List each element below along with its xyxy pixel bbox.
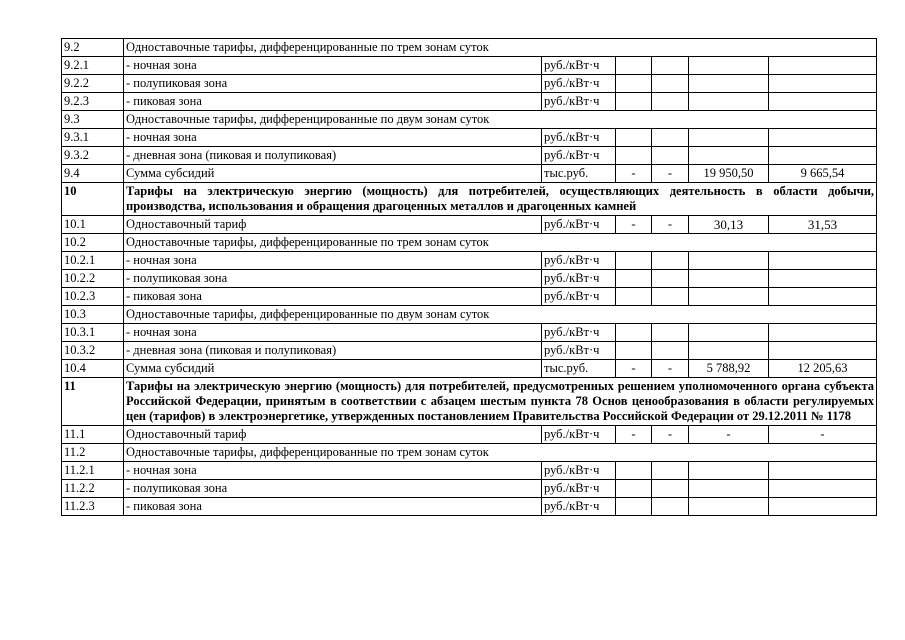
row-code: 10.3.2 [62, 342, 124, 360]
value-cell: - [652, 165, 689, 183]
value-cell [769, 93, 877, 111]
row-name: - ночная зона [124, 57, 542, 75]
value-cell [616, 252, 652, 270]
value-cell [689, 252, 769, 270]
row-code: 9.2.2 [62, 75, 124, 93]
row-name: Сумма субсидий [124, 360, 542, 378]
value-cell [652, 288, 689, 306]
table-row [62, 165, 877, 183]
table-row [62, 288, 877, 306]
value-cell [769, 288, 877, 306]
row-name: - ночная зона [124, 462, 542, 480]
row-unit: тыс.руб. [542, 360, 616, 378]
value-cell [652, 324, 689, 342]
section-title: Одноставочные тарифы, дифференцированные по трем зонам суток [124, 39, 877, 57]
value-cell [616, 57, 652, 75]
table-row [62, 306, 877, 324]
value-cell: 5 788,92 [689, 360, 769, 378]
table-row [62, 57, 877, 75]
table-row [62, 342, 877, 360]
value-cell [652, 93, 689, 111]
value-cell [689, 498, 769, 516]
value-cell: - [616, 360, 652, 378]
value-cell [616, 462, 652, 480]
table-row [62, 378, 877, 426]
row-name: - полупиковая зона [124, 270, 542, 288]
row-code: 10.2.1 [62, 252, 124, 270]
value-cell [616, 342, 652, 360]
row-unit: руб./кВт·ч [542, 480, 616, 498]
row-code: 11.2.1 [62, 462, 124, 480]
value-cell [616, 129, 652, 147]
row-code: 10.1 [62, 216, 124, 234]
table-row [62, 39, 877, 57]
value-cell: 19 950,50 [689, 165, 769, 183]
row-code: 10.2.2 [62, 270, 124, 288]
table-row [62, 216, 877, 234]
row-unit: руб./кВт·ч [542, 57, 616, 75]
row-name: - полупиковая зона [124, 480, 542, 498]
row-unit: руб./кВт·ч [542, 270, 616, 288]
value-cell [689, 57, 769, 75]
value-cell [689, 342, 769, 360]
row-code: 9.2.1 [62, 57, 124, 75]
tariff-table-body [62, 39, 877, 516]
row-code: 10.4 [62, 360, 124, 378]
row-unit: руб./кВт·ч [542, 129, 616, 147]
table-row [62, 324, 877, 342]
row-code: 9.2 [62, 39, 124, 57]
row-code: 9.3 [62, 111, 124, 129]
row-name: - полупиковая зона [124, 75, 542, 93]
table-row [62, 426, 877, 444]
value-cell [689, 75, 769, 93]
value-cell [769, 480, 877, 498]
value-cell: - [652, 426, 689, 444]
value-cell [689, 93, 769, 111]
row-name: Сумма субсидий [124, 165, 542, 183]
value-cell [616, 480, 652, 498]
table-row [62, 129, 877, 147]
row-unit: руб./кВт·ч [542, 93, 616, 111]
row-code: 9.3.1 [62, 129, 124, 147]
value-cell [689, 324, 769, 342]
value-cell: - [689, 426, 769, 444]
row-name: - дневная зона (пиковая и полупиковая) [124, 147, 542, 165]
row-unit: руб./кВт·ч [542, 462, 616, 480]
value-cell [769, 57, 877, 75]
value-cell [652, 342, 689, 360]
table-row [62, 75, 877, 93]
value-cell [769, 147, 877, 165]
row-name: - пиковая зона [124, 288, 542, 306]
value-cell [652, 75, 689, 93]
section-title: Одноставочные тарифы, дифференцированные по двум зонам суток [124, 306, 877, 324]
row-unit: руб./кВт·ч [542, 75, 616, 93]
row-unit: руб./кВт·ч [542, 252, 616, 270]
table-row [62, 480, 877, 498]
table-row [62, 147, 877, 165]
table-row [62, 93, 877, 111]
value-cell [616, 75, 652, 93]
row-name: - ночная зона [124, 252, 542, 270]
row-code: 9.2.3 [62, 93, 124, 111]
value-cell: 9 665,54 [769, 165, 877, 183]
value-cell [769, 270, 877, 288]
table-row [62, 252, 877, 270]
value-cell [652, 270, 689, 288]
value-cell [769, 498, 877, 516]
value-cell [689, 147, 769, 165]
tariff-table [61, 38, 877, 516]
table-row [62, 270, 877, 288]
row-code: 9.4 [62, 165, 124, 183]
row-unit: руб./кВт·ч [542, 324, 616, 342]
row-name: - ночная зона [124, 324, 542, 342]
row-unit: тыс.руб. [542, 165, 616, 183]
value-cell: 30,13 [689, 216, 769, 234]
row-name: Одноставочный тариф [124, 216, 542, 234]
row-code: 10.2.3 [62, 288, 124, 306]
value-cell: - [652, 216, 689, 234]
value-cell [652, 57, 689, 75]
value-cell [769, 75, 877, 93]
value-cell [616, 93, 652, 111]
value-cell [616, 270, 652, 288]
row-code: 11.1 [62, 426, 124, 444]
section-heading: Тарифы на электрическую энергию (мощность) для потребителей, предусмотренных решением уполномоченного органа субъекта Российской Федерации, принятым в соответствии с абзацем шестым пункта 78 Основ ценообразования в области регулируемых цен (тарифов) в электроэнергетике, утвержденных постановлением Правительства Российской Федерации от 29.12.2011 № 1178 [124, 378, 877, 426]
row-code: 11.2 [62, 444, 124, 462]
row-name: Одноставочный тариф [124, 426, 542, 444]
row-code: 9.3.2 [62, 147, 124, 165]
row-name: - пиковая зона [124, 93, 542, 111]
row-code: 10.3.1 [62, 324, 124, 342]
table-row [62, 183, 877, 216]
value-cell [769, 324, 877, 342]
row-unit: руб./кВт·ч [542, 498, 616, 516]
table-row [62, 111, 877, 129]
row-code: 10 [62, 183, 124, 216]
value-cell: - [616, 426, 652, 444]
value-cell: - [769, 426, 877, 444]
value-cell: 31,53 [769, 216, 877, 234]
row-unit: руб./кВт·ч [542, 342, 616, 360]
value-cell [769, 462, 877, 480]
value-cell [652, 462, 689, 480]
section-title: Одноставочные тарифы, дифференцированные по двум зонам суток [124, 111, 877, 129]
value-cell [689, 480, 769, 498]
table-row [62, 360, 877, 378]
value-cell: - [616, 216, 652, 234]
section-title: Одноставочные тарифы, дифференцированные по трем зонам суток [124, 444, 877, 462]
value-cell [769, 252, 877, 270]
value-cell [769, 342, 877, 360]
row-name: - ночная зона [124, 129, 542, 147]
value-cell [652, 147, 689, 165]
value-cell [616, 288, 652, 306]
value-cell [616, 324, 652, 342]
row-name: - дневная зона (пиковая и полупиковая) [124, 342, 542, 360]
table-row [62, 444, 877, 462]
section-heading: Тарифы на электрическую энергию (мощность) для потребителей, осуществляющих деятельность в области добычи, производства, использования и обращения драгоценных металлов и драгоценных камней [124, 183, 877, 216]
value-cell [652, 480, 689, 498]
row-unit: руб./кВт·ч [542, 288, 616, 306]
value-cell [689, 270, 769, 288]
row-code: 10.2 [62, 234, 124, 252]
row-name: - пиковая зона [124, 498, 542, 516]
value-cell [652, 498, 689, 516]
table-row [62, 462, 877, 480]
row-unit: руб./кВт·ч [542, 426, 616, 444]
value-cell: 12 205,63 [769, 360, 877, 378]
row-code: 11 [62, 378, 124, 426]
table-row [62, 234, 877, 252]
value-cell [652, 129, 689, 147]
value-cell [616, 498, 652, 516]
row-code: 11.2.2 [62, 480, 124, 498]
table-row [62, 498, 877, 516]
value-cell [689, 129, 769, 147]
row-code: 11.2.3 [62, 498, 124, 516]
row-unit: руб./кВт·ч [542, 216, 616, 234]
value-cell: - [616, 165, 652, 183]
value-cell [689, 462, 769, 480]
row-unit: руб./кВт·ч [542, 147, 616, 165]
row-code: 10.3 [62, 306, 124, 324]
value-cell: - [652, 360, 689, 378]
value-cell [689, 288, 769, 306]
value-cell [616, 147, 652, 165]
value-cell [769, 129, 877, 147]
section-title: Одноставочные тарифы, дифференцированные по трем зонам суток [124, 234, 877, 252]
value-cell [652, 252, 689, 270]
